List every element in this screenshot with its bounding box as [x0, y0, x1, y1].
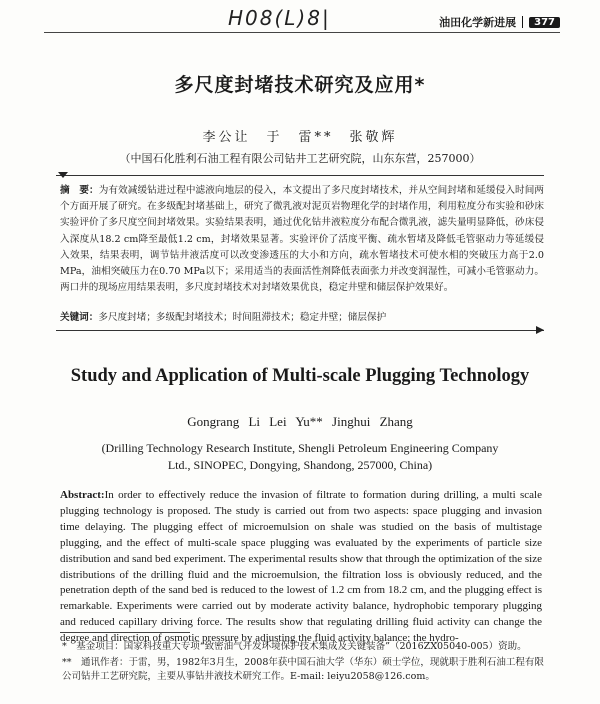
running-header	[439, 14, 560, 30]
header-divider	[522, 16, 523, 28]
en-title: Study and Application of Multi-scale Plugging Technology	[70, 366, 530, 386]
en-abstract	[60, 488, 542, 647]
cn-affiliation: （中国石化胜利石油工程有限公司钻井工艺研究院，山东东营，257000）	[119, 152, 481, 165]
cn-title: 多尺度封堵技术研究及应用*	[174, 74, 426, 96]
page-number: 377	[529, 17, 560, 28]
en-abstract-label: Abstract:	[60, 489, 105, 501]
header-rule	[44, 32, 560, 33]
en-authors: Gongrang Li Lei Yu** Jinghui Zhang	[187, 414, 413, 429]
section-rule-bottom	[56, 330, 544, 331]
cn-keywords-text: 多尺度封堵；多级配封堵技术；时间阻滞技术；稳定井壁；储层保护	[98, 312, 387, 323]
cn-keywords-label: 关键词：	[60, 312, 99, 323]
triangle-marker	[58, 172, 68, 178]
arrow-marker	[536, 326, 544, 334]
en-affiliation: (Drilling Technology Research Institute, Shengli Petroleum Engineering Company Ltd., SINOPEC, Dongying, Shandong, 257000, China)	[101, 441, 499, 472]
cn-keywords	[60, 311, 544, 325]
footnote-rule	[60, 632, 190, 633]
handwritten-annotation: H08(L)8|	[228, 6, 331, 30]
cn-abstract	[60, 183, 544, 296]
cn-abstract-text: 为有效减缓钻进过程中滤液向地层的侵入，本文提出了多尺度封堵技术，并从空间封堵和延缓侵入时间两个方面开展了研究。在多级配封堵基础上，研究了微乳液对泥页岩物理化学的封堵作用，利用粒度分布实验和砂床实验评价了多尺度空间封堵效果。实验结果表明，通过优化钻井液粒度分布配合微乳液，滤失量明显降低，砂床侵入深度从18.2 cm降至最低1.2 cm，封堵效果显著。实验评价了活度平衡、疏水暂堵及降低毛管驱动力等延缓侵入效果，结果表明，调节钻井液活度可以改变渗透压的大小和方向，疏水暂堵技术可使水相的突破压力高于2.0 MPa，油相突破压力在0.70 MPa以下；采用适当的表面活性剂降低表面张力并改变润湿性，可减小毛管驱动力。两口井的现场应用结果表明，多尺度封堵技术对封堵效果优良，稳定井壁和储层保护效果好。	[60, 185, 545, 294]
section-rule-top	[56, 175, 544, 176]
cn-abstract-label: 摘 要：	[60, 185, 99, 196]
cn-authors: 李公让 于 雷** 张敬辉	[202, 130, 398, 145]
footnote-funding: * 基金项目：国家科技重大专项“致密油气开发环境保护技术集成及关键装备”（2016ZX05040-005）资助。	[62, 641, 527, 652]
footnotes	[62, 640, 546, 686]
en-abstract-text: In order to effectively reduce the invasion of filtrate to formation during drilling, a multi scale plugging technology is proposed. The study is carried out from two aspects: space plugging and invasion time delaying. The plugging effect of microemulsion on shale was studied on the basis of multistage plugging, and the effect of multi-scale space plugging was evaluated by the experiments of particle size distribution and sand bed experiment. The experimental results show that through the optimization of the size distributions of the drilling fluid and the microemulsion, the filtration loss is obviously reduced, and the penetration depth of the sand bed is reduced to the lowest of 1.2 cm from 18.2 cm, and the plugging effect is remarkable. Experiments were carried out by moderate activity balance, hydrophobic temporary plugging and reduced capillary driving force. The results show that regulating drilling fluid activity can change the degree and direction of osmotic pressure by adjusting the fluid activity balance; the hydro-	[60, 489, 542, 645]
footnote-author: ** 通讯作者：于雷，男，1982年3月生，2008年获中国石油大学（华东）硕士学位，现就职于胜利石油工程有限公司钻井工艺研究院，主要从事钻井液技术研究工作。E-mail: leiyu2058@126.com。	[62, 656, 544, 682]
journal-name: 油田化学新进展	[439, 16, 517, 29]
